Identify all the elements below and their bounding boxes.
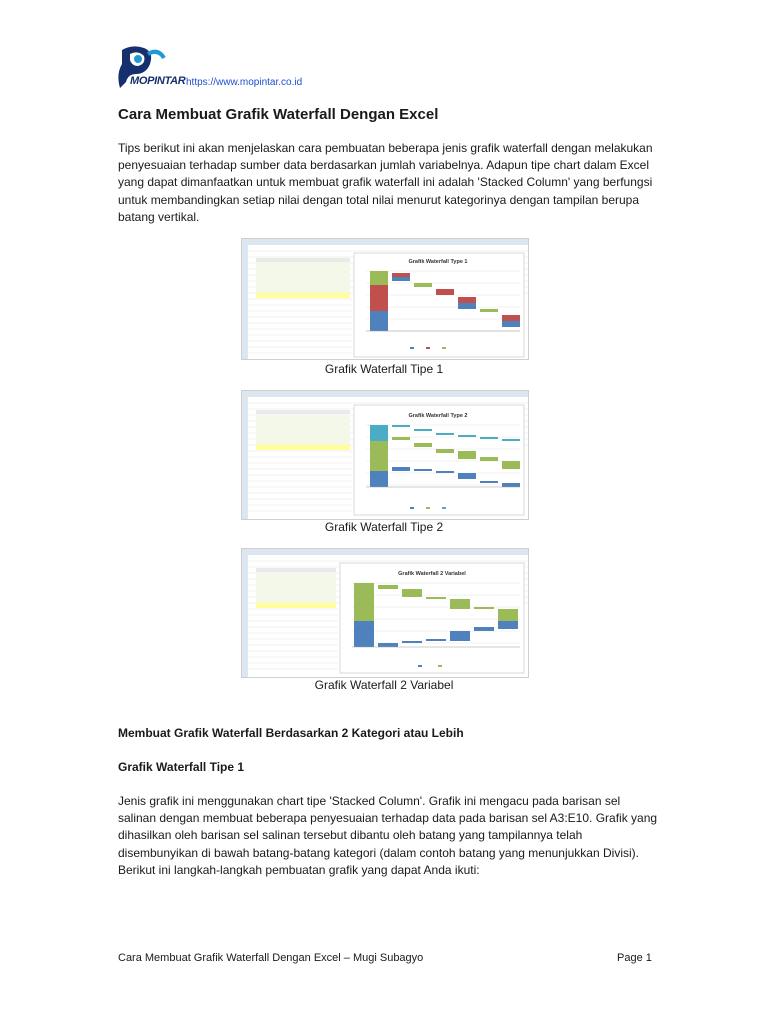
body-paragraph: Jenis grafik ini menggunakan chart tipe 'Stacked Column'. Grafik ini mengacu pada barisan sel salinan dengan membuat beberapa penyesuaian terhadap data pada barisan sel A3:E10. Grafik yang dihasilkan oleh barisan sel salinan tersebut dibantu oleh batang yang tampilannya telah disembunyikan di bawah batang-batang kategori (dalam contoh batang yang menunjukkan Divisi). Berikut ini langkah-langkah pembuatan grafik yang dapat Anda ikuti: <box>118 794 658 877</box>
figure-caption-3: Grafik Waterfall 2 Variabel <box>314 678 454 692</box>
figure-waterfall-2-variabel <box>241 548 529 678</box>
figure-caption-2: Grafik Waterfall Tipe 2 <box>324 520 444 534</box>
logo-wordmark: MOPINTAR <box>130 75 186 87</box>
chart-area <box>354 253 524 357</box>
document-title: Cara Membuat Grafik Waterfall Dengan Excel <box>118 106 439 123</box>
figure-caption-1: Grafik Waterfall Tipe 1 <box>324 362 444 376</box>
footer-title: Cara Membuat Grafik Waterfall Dengan Excel – Mugi Subagyo <box>118 952 424 964</box>
intro-paragraph: Tips berikut ini akan menjelaskan cara pembuatan beberapa jenis grafik waterfall dengan melakukan penyesuaian terhadap sumber data berdasarkan jumlah variabelnya. Adapun tipe chart dalam Excel yang dapat dimanfaatkan untuk membuat grafik waterfall ini adalah 'Stacked Column' yang berfungsi untuk membandingkan setiap nilai dengan total nilai menurut kategorinya dengan tampilan berupa batang vertikal. <box>118 141 653 224</box>
subsection-heading: Grafik Waterfall Tipe 1 <box>118 760 245 774</box>
chart-area <box>354 405 524 515</box>
chart-area <box>340 563 524 673</box>
site-url-link[interactable]: https://www.mopintar.co.id <box>186 77 303 88</box>
figure-waterfall-tipe-2 <box>241 390 529 520</box>
figure-waterfall-tipe-1 <box>241 238 529 360</box>
chart-title: Grafik Waterfall 2 Variabel <box>398 571 466 577</box>
page-number: Page 1 <box>617 952 652 964</box>
chart-title: Grafik Waterfall Type 1 <box>408 259 468 265</box>
chart-title: Grafik Waterfall Type 2 <box>408 413 468 419</box>
section-heading: Membuat Grafik Waterfall Berdasarkan 2 Kategori atau Lebih <box>118 726 464 740</box>
